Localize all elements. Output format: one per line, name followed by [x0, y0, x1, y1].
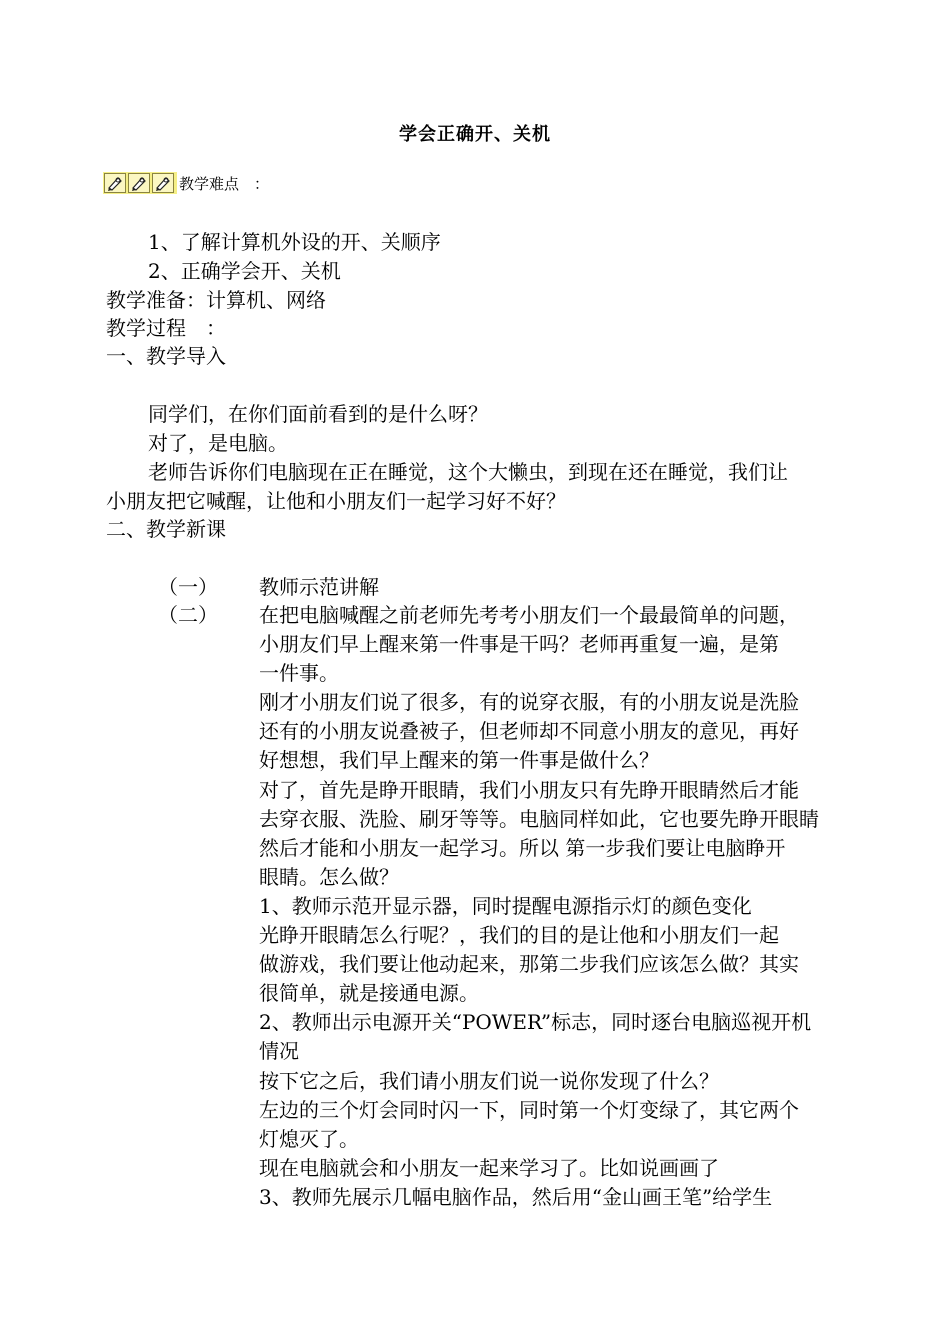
list-number: （二） [158, 603, 218, 627]
prep-line: 教学准备：计算机、网络 [106, 288, 326, 312]
difficulty-heading [103, 171, 269, 195]
pencil-icon [152, 173, 174, 193]
list-number: （一） [158, 575, 218, 599]
list-item-body [259, 601, 849, 1212]
body-line: 1、教师示范开显示器，同时提醒电源指示灯的颜色变化 [259, 893, 752, 918]
pencil-icon [104, 173, 126, 193]
page-title: 学会正确开、关机 [399, 124, 551, 145]
body-line: 左边的三个灯会同时闪一下，同时第一个灯变绿了，其它两个 [259, 1097, 799, 1122]
body-line: 按下它之后，我们请小朋友们说一说你发现了什么？ [259, 1068, 719, 1093]
paragraph-line: 对了，是电脑。 [148, 431, 288, 455]
body-line: 好想想，我们早上醒来的第一件事是做什么？ [259, 748, 659, 773]
section-heading: 一、教学导入 [106, 344, 226, 368]
body-line: 小朋友们早上醒来第一件事是干吗？老师再重复一遍，是第 [259, 632, 779, 657]
body-line: 光睁开眼睛怎么行呢？，我们的目的是让他和小朋友们一起 [259, 923, 779, 948]
body-line: 一件事。 [259, 661, 339, 686]
goal-item: 2、正确学会开、关机 [148, 259, 341, 283]
difficulty-label: 教学难点 ： [179, 174, 270, 193]
body-line: 对了，首先是睁开眼睛，我们小朋友只有先睁开眼睛然后才能 [259, 777, 799, 802]
body-line: 刚才小朋友们说了很多，有的说穿衣服，有的小朋友说是洗脸 [259, 690, 799, 715]
list-item-text: 教师示范讲解 [259, 575, 379, 599]
pencil-icon [128, 173, 150, 193]
body-line: 眼睛。怎么做？ [259, 864, 399, 889]
process-line: 教学过程 ： [106, 316, 226, 340]
body-line: 灯熄灭了。 [259, 1126, 359, 1151]
section-heading: 二、教学新课 [106, 517, 226, 541]
body-line: 情况 [259, 1039, 299, 1064]
body-line: 很简单，就是接通电源。 [259, 981, 479, 1006]
body-line: 3、教师先展示几幅电脑作品，然后用“金山画王笔”给学生 [259, 1184, 773, 1209]
paragraph-line: 小朋友把它喊醒，让他和小朋友们一起学习好不好？ [106, 489, 566, 513]
body-line: 还有的小朋友说叠被子，但老师却不同意小朋友的意见，再好 [259, 719, 799, 744]
body-line: 在把电脑喊醒之前老师先考考小朋友们一个最最简单的问题， [259, 603, 799, 627]
goal-item: 1、了解计算机外设的开、关顺序 [148, 230, 441, 254]
body-line: 2、教师出示电源开关“POWER”标志，同时逐台电脑巡视开机 [259, 1010, 812, 1035]
paragraph-line: 老师告诉你们电脑现在正在睡觉，这个大懒虫，到现在还在睡觉，我们让 [148, 460, 788, 484]
body-line: 现在电脑就会和小朋友一起来学习了。比如说画画了 [259, 1155, 719, 1180]
body-line: 做游戏，我们要让他动起来，那第二步我们应该怎么做？其实 [259, 952, 799, 977]
body-line: 然后才能和小朋友一起学习。所以 第一步我们要让电脑睁开 [259, 835, 786, 860]
body-line: 去穿衣服、洗脸、刷牙等等。电脑同样如此，它也要先睁开眼睛 [259, 806, 819, 831]
paragraph-line: 同学们，在你们面前看到的是什么呀？ [148, 402, 488, 426]
icon-strip [103, 172, 177, 194]
